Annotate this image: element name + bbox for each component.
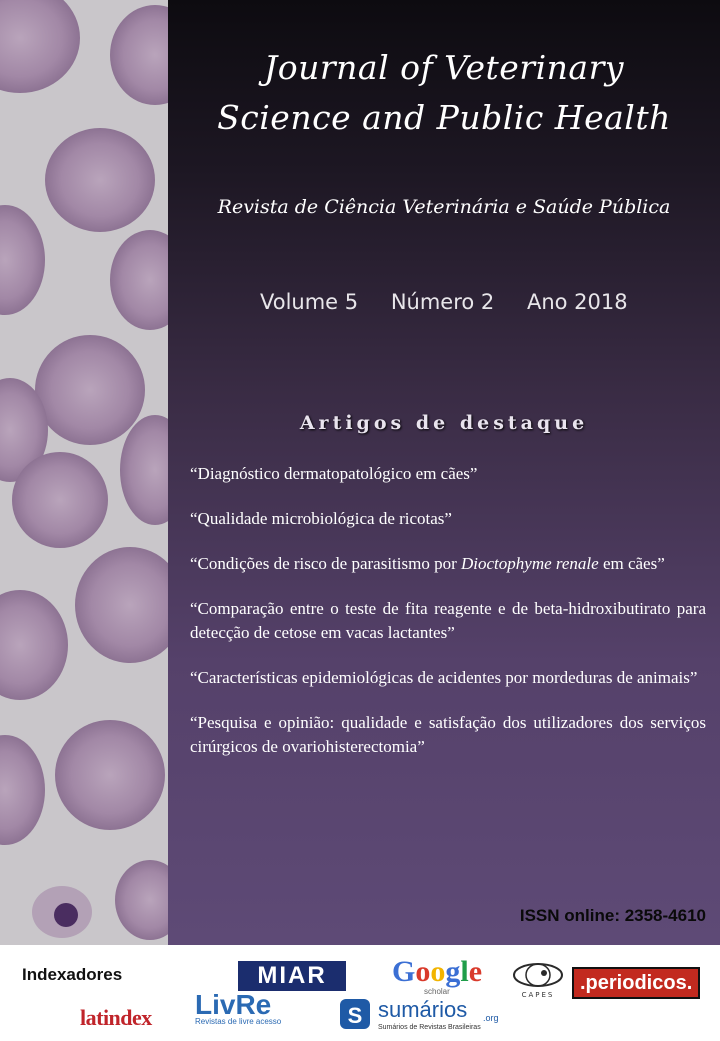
featured-article: “Características epidemiológicas de acidentes por mordeduras de animais” xyxy=(190,668,698,687)
livre-logo xyxy=(195,989,281,1026)
issue-volume: Volume 5 xyxy=(260,290,359,314)
miar-logo: MIAR xyxy=(238,961,346,991)
blood-smear-image xyxy=(0,0,168,945)
parasite-nucleus xyxy=(54,903,78,927)
blood-cell xyxy=(45,128,155,232)
sumarios-logo xyxy=(338,995,508,1041)
google-scholar-logo: Google xyxy=(392,955,483,988)
featured-article: “Diagnóstico dermatopatológico em cães” xyxy=(190,464,478,483)
svg-text:S: S xyxy=(347,1003,363,1028)
livre-logo-subtitle: Revistas de livre acesso xyxy=(195,1017,282,1026)
featured-articles-list xyxy=(190,462,706,780)
blood-cell xyxy=(55,720,165,830)
blood-cell xyxy=(35,335,145,445)
issue-info xyxy=(260,290,654,314)
featured-article xyxy=(190,552,706,576)
journal-title-line-1: Journal of Veterinary xyxy=(264,48,624,87)
livre-logo-text: LivRe xyxy=(195,989,272,1020)
google-scholar-sub: scholar xyxy=(424,987,450,996)
species-name: Dioctophyme renale xyxy=(461,554,599,573)
sumarios-logo-suffix: .org xyxy=(483,1013,499,1023)
featured-article: “Qualidade microbiológica de ricotas” xyxy=(190,509,452,528)
article-text: em cães” xyxy=(598,554,665,573)
capes-logo xyxy=(508,961,568,1005)
capes-logo-text: CAPES xyxy=(521,991,555,999)
blood-cells-illustration xyxy=(0,0,168,945)
featured-article: “Pesquisa e opinião: qualidade e satisfação dos utilizadores dos serviços cirúrgicos de ovariohisterectomia” xyxy=(190,713,706,756)
article-text: “Condições de risco de parasitismo por xyxy=(190,554,461,573)
featured-article: “Comparação entre o teste de fita reagente e de beta-hidroxibutirato para detecção de cetose em vacas lactantes” xyxy=(190,599,706,642)
latindex-logo: latindex xyxy=(80,1005,152,1030)
indexers-label: Indexadores xyxy=(22,965,123,984)
issn-online: ISSN online: 2358-4610 xyxy=(519,906,706,925)
blood-cell xyxy=(12,452,108,548)
issue-year: Ano 2018 xyxy=(526,290,628,314)
journal-subtitle: Revista de Ciência Veterinária e Saúde Pública xyxy=(217,196,671,218)
journal-title-line-2: Science and Public Health xyxy=(217,98,671,137)
featured-articles-heading: Artigos de destaque xyxy=(299,412,589,434)
cover-text-panel xyxy=(168,0,720,945)
sumarios-logo-subtitle: Sumários de Revistas Brasileiras xyxy=(378,1024,481,1031)
periodicos-logo: .periodicos. xyxy=(572,967,700,999)
indexers-bar xyxy=(0,945,720,1040)
sumarios-logo-text: sumários xyxy=(378,997,468,1022)
issue-number: Número 2 xyxy=(390,290,495,314)
